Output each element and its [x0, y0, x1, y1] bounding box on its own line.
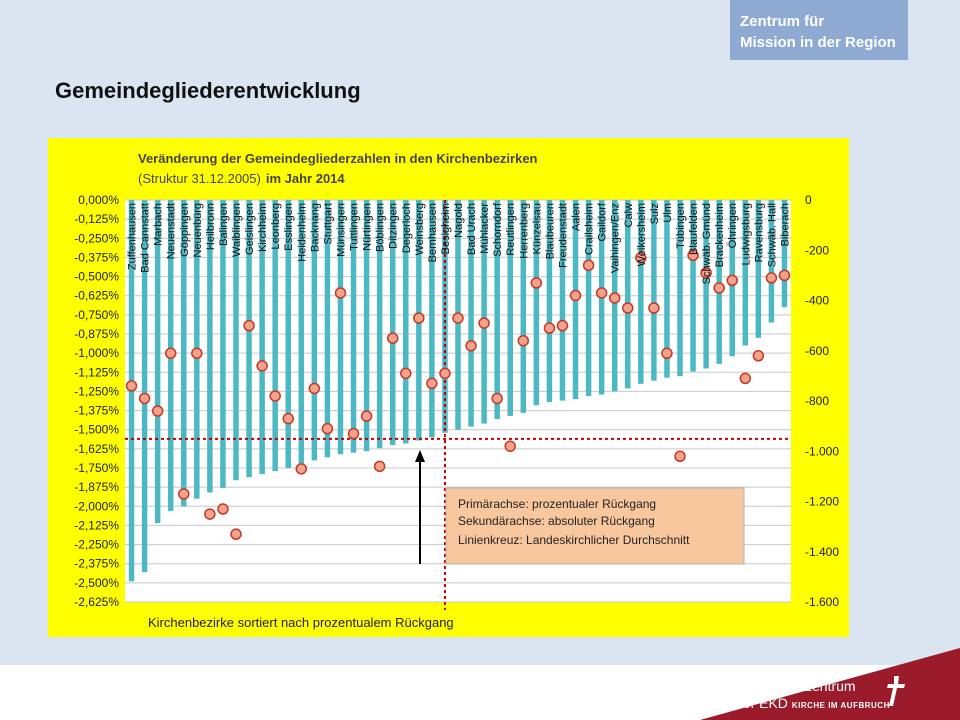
y-tick-label: -1,750% [74, 461, 119, 475]
category-label: Balingen [217, 203, 230, 246]
footer-line-2 [735, 695, 890, 714]
y-tick-label: -2,625% [74, 595, 119, 609]
category-label: Nagold [453, 203, 465, 238]
category-label: Neuenstadt [165, 203, 178, 260]
legend-line-1: Primärachse: prozentualer Rückgang [458, 497, 657, 511]
marker [492, 393, 502, 403]
category-label: Nürtingen [361, 203, 374, 251]
category-label: Biberach [779, 203, 792, 247]
category-label: Kirchheim [257, 203, 270, 252]
category-label: Göppingen [178, 203, 191, 257]
category-label: Gaildorf [596, 203, 609, 242]
marker [427, 378, 437, 388]
marker [401, 368, 411, 378]
category-label: Waiblingen [231, 203, 243, 258]
y-tick-label: -0,875% [74, 327, 119, 341]
chart-subtitle-bold: im Jahr 2014 [265, 171, 345, 186]
category-label: Stuttgart [322, 203, 335, 245]
category-label: Brackenheim [714, 203, 727, 268]
y-tick-label: -1,000% [74, 346, 119, 361]
chart [48, 138, 849, 637]
y2-tick-label: -1.400 [805, 544, 840, 559]
category-label: Freudenstadt [557, 203, 570, 268]
chart-subtitle-prefix: (Struktur 31.12.2005) [138, 171, 261, 186]
y-tick-label: -0,125% [74, 212, 119, 227]
y-tick-label: -1,875% [74, 480, 119, 495]
marker [231, 529, 241, 539]
bar [155, 200, 160, 523]
category-label: Weinsberg [413, 203, 426, 256]
marker [335, 288, 345, 298]
category-label: Aalen [570, 203, 583, 232]
category-label: Bad Cannstatt [139, 203, 152, 273]
marker [388, 333, 398, 343]
marker [309, 383, 319, 393]
marker [466, 341, 476, 351]
marker [584, 260, 594, 270]
marker [218, 504, 228, 514]
category-label: Tuttlingen [348, 203, 361, 251]
category-label: Crailsheim [583, 203, 596, 255]
marker [753, 351, 763, 361]
category-label: Vaihingen/Enz [609, 203, 622, 274]
marker [479, 318, 489, 328]
marker [779, 270, 789, 280]
marker [544, 323, 554, 333]
y-tick-label: -2,250% [74, 537, 119, 552]
marker [531, 278, 541, 288]
marker [571, 290, 581, 300]
category-label: Heilbronn [204, 203, 217, 251]
y-tick-label: -1,125% [74, 365, 119, 380]
marker [283, 414, 293, 424]
category-label: Calw [622, 203, 635, 228]
logo-line-2: Mission in der Region [740, 34, 896, 51]
bar [651, 200, 656, 381]
marker [675, 451, 685, 461]
category-label: Weikersheim [635, 203, 648, 267]
category-label: Ditzingen [387, 203, 400, 249]
marker [714, 283, 724, 293]
y-tick-label: -2,000% [74, 499, 119, 514]
marker [375, 461, 385, 471]
y2-tick-label: -1.200 [805, 494, 840, 509]
y-tick-label: -1,500% [74, 422, 119, 437]
category-label: Münsingen [335, 203, 348, 257]
category-label: Böblingen [374, 203, 387, 252]
marker [296, 464, 306, 474]
marker [440, 368, 450, 378]
marker [610, 293, 620, 303]
category-label: Schwäb. Hall [766, 203, 779, 268]
marker [153, 406, 163, 416]
category-label: Heidenheim [296, 203, 309, 262]
chart-subtitle [138, 171, 345, 186]
page-title: Gemeindegliederentwicklung [55, 78, 361, 103]
marker [192, 348, 202, 358]
category-label: Schwäb. Gmünd [701, 203, 714, 285]
marker [597, 288, 607, 298]
category-label: Ravensburg [753, 203, 766, 263]
y-tick-label: -0,250% [74, 231, 119, 246]
y-tick-label: -1,250% [74, 384, 119, 399]
category-label: Ludwigsburg [740, 203, 753, 266]
footer-line-2-sub: KIRCHE IM AUFBRUCH [791, 701, 890, 710]
footer-line-1: Ein Reformzentrum [735, 678, 856, 694]
y-tick-label: -2,125% [74, 518, 119, 533]
y2-tick-label: -600 [805, 343, 830, 358]
category-label: Blaubeuren [544, 203, 557, 260]
category-label: Geislingen [244, 203, 257, 255]
footer-line-2-main: der EKD [735, 695, 788, 711]
chart-title: Veränderung der Gemeindegliederzahlen in den Kirchenbezirken [138, 151, 538, 166]
marker [322, 424, 332, 434]
marker [244, 321, 254, 331]
y2-tick-label: -800 [805, 394, 830, 408]
category-label: Künzelsau [531, 203, 544, 255]
y-tick-label: 0,000% [78, 193, 119, 207]
marker [205, 509, 215, 519]
category-label: Esslingen [283, 203, 296, 251]
y-tick-label: -2,500% [74, 575, 119, 590]
marker [518, 336, 528, 346]
marker [623, 303, 633, 313]
category-label: Sulz [648, 203, 661, 225]
x-axis-label: Kirchenbezirke sortiert nach prozentualem Rückgang [148, 615, 454, 630]
category-label: Mühlacker [479, 203, 492, 254]
marker [662, 348, 672, 358]
y-tick-label: -1,625% [74, 441, 119, 456]
category-label: Degerloch [400, 203, 413, 254]
category-label: Blaufelden [688, 203, 701, 255]
category-label: Schorndorf [492, 203, 505, 257]
y2-tick-label: 0 [805, 193, 812, 207]
marker [362, 411, 372, 421]
category-label: Öhringen [727, 203, 740, 249]
category-label: Tübingen [675, 203, 687, 249]
marker [414, 313, 424, 323]
marker [453, 313, 463, 323]
y-tick-label: -0,375% [74, 250, 119, 265]
marker [727, 275, 737, 285]
y-tick-label: -1,375% [74, 403, 119, 418]
y-tick-label: -0,750% [74, 307, 119, 322]
marker [649, 303, 659, 313]
category-label: Backnang [309, 203, 322, 252]
category-label: Neuenbürg [191, 203, 204, 258]
marker [505, 441, 515, 451]
y2-tick-label: -200 [805, 243, 830, 258]
marker [766, 273, 776, 283]
logo-box [730, 0, 908, 60]
logo-line-1: Zentrum für [740, 13, 825, 30]
category-label: Bernhausen [426, 203, 439, 263]
y2-tick-label: -1.000 [805, 444, 840, 459]
y-tick-label: -2,375% [74, 556, 119, 571]
marker [740, 373, 750, 383]
category-label: Marbach [152, 203, 165, 246]
y-tick-label: -0,625% [74, 288, 119, 303]
marker [557, 321, 567, 331]
marker [179, 489, 189, 499]
category-label: Herrenberg [518, 203, 531, 259]
y2-tick-label: -1.600 [805, 595, 840, 609]
legend-line-3: Linienkreuz: Landeskirchlicher Durchschnitt [458, 533, 690, 547]
marker [270, 391, 280, 401]
category-label: Besigheim [439, 203, 452, 255]
y2-tick-label: -400 [805, 293, 830, 308]
marker [166, 348, 176, 358]
marker [140, 393, 150, 403]
cross-icon [885, 674, 907, 708]
marker [257, 361, 267, 371]
category-label: Reutlingen [505, 203, 518, 256]
marker [349, 429, 359, 439]
y-tick-label: -0,500% [74, 269, 119, 284]
footer-text [735, 678, 890, 714]
category-label: Ulm [661, 203, 674, 223]
category-label: Zuffenhausen [126, 203, 139, 271]
marker [127, 381, 137, 391]
category-label: Bad Urach [466, 203, 479, 255]
legend-line-2: Sekundärachse: absoluter Rückgang [458, 514, 655, 528]
category-label: Leonberg [270, 203, 283, 250]
